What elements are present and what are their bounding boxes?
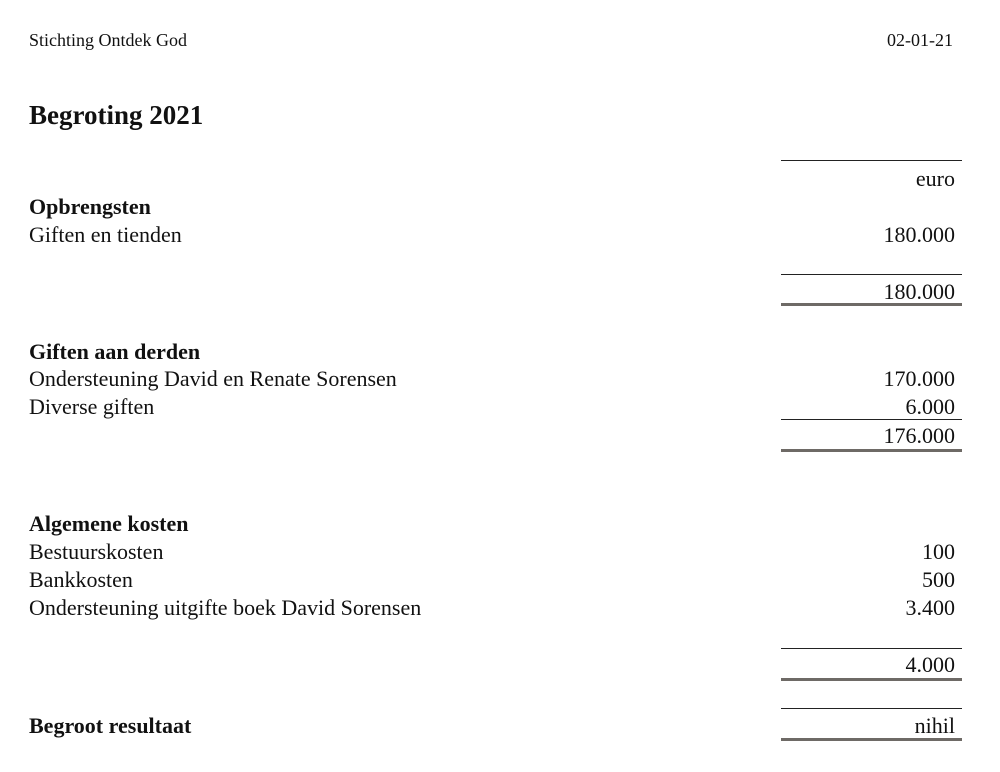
page-title: Begroting 2021 [29,100,204,130]
row-label-bankkosten: Bankkosten [29,567,133,592]
result-bottom-rule [781,738,962,741]
row-label-boek-uitgifte: Ondersteuning uitgifte boek David Sorensen [29,595,422,620]
row-label-bestuurskosten: Bestuurskosten [29,539,164,564]
row-label-giften-tienden: Giften en tienden [29,222,182,247]
row-label-ondersteuning-sorensen: Ondersteuning David en Renate Sorensen [29,366,397,391]
result-label: Begroot resultaat [29,713,192,738]
subtotal-rule-opbrengsten [781,274,962,275]
total-algemene-kosten: 4.000 [905,652,955,677]
organization-name: Stichting Ontdek God [29,30,187,50]
currency-label: euro [915,166,955,191]
subtotal-rule-giften-derden [781,419,962,420]
result-top-rule [781,708,962,709]
total-rule-algemene-kosten [781,678,962,681]
row-amount-bankkosten: 500 [922,567,955,592]
section-title-opbrengsten: Opbrengsten [29,194,151,219]
document-date: 02-01-21 [887,30,953,50]
column-header-rule [781,160,962,161]
row-amount-ondersteuning-sorensen: 170.000 [883,366,955,391]
result-amount: nihil [914,713,955,738]
row-amount-diverse-giften: 6.000 [905,394,955,419]
subtotal-rule-algemene-kosten [781,648,962,649]
row-label-diverse-giften: Diverse giften [29,394,155,419]
section-title-algemene-kosten: Algemene kosten [29,511,189,536]
section-title-giften-derden: Giften aan derden [29,339,201,364]
total-rule-giften-derden [781,449,962,452]
total-giften-derden: 176.000 [883,423,955,448]
total-rule-opbrengsten [781,303,962,306]
row-amount-boek-uitgifte: 3.400 [905,595,955,620]
row-amount-giften-tienden: 180.000 [883,222,955,247]
row-amount-bestuurskosten: 100 [922,539,955,564]
total-opbrengsten: 180.000 [883,279,955,304]
